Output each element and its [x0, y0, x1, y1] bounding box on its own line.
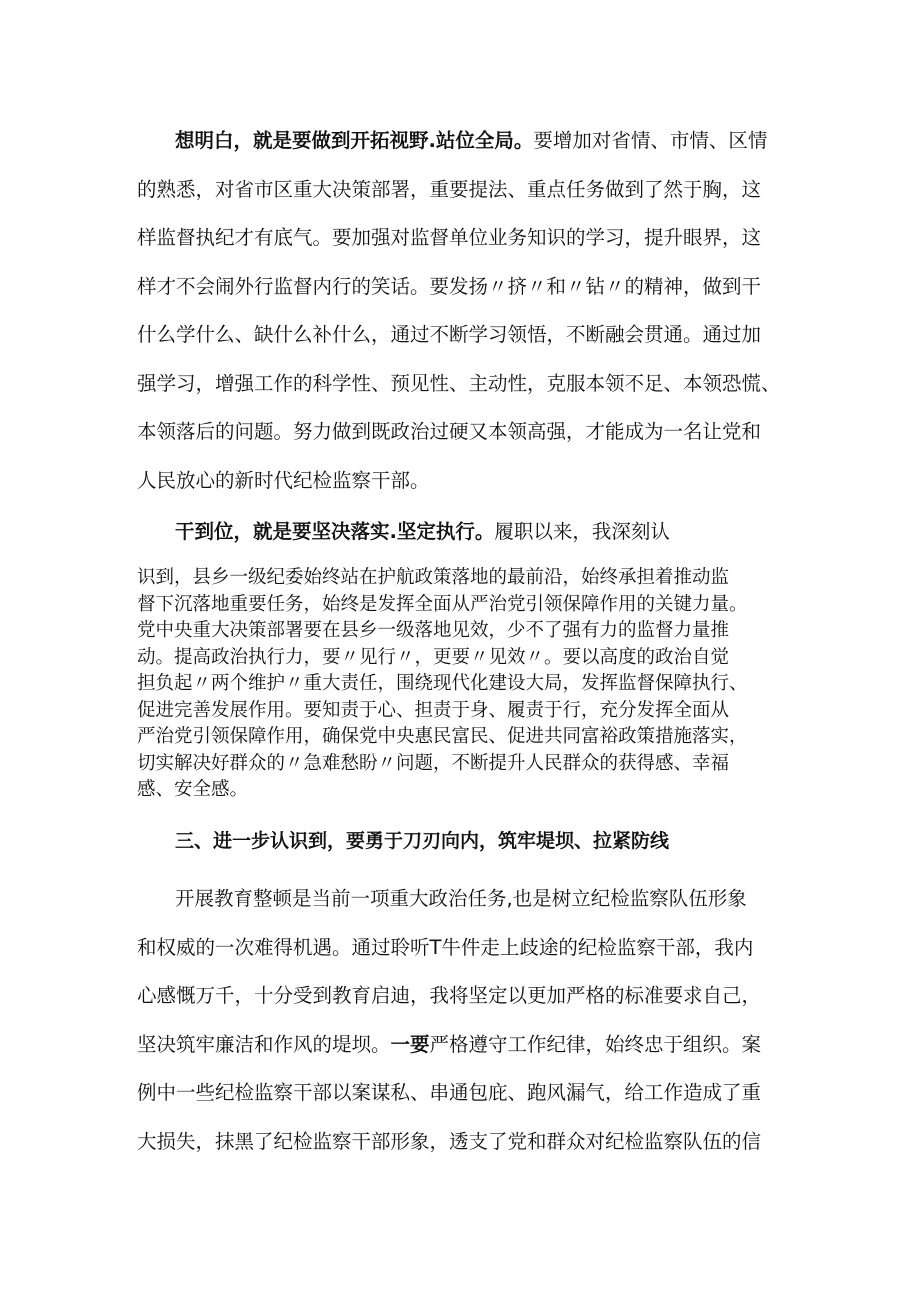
section-heading [137, 826, 805, 856]
paragraph-line: 党中央重大决策部署要在县乡一级落地见效，少不了强有力的监督力量推 [137, 620, 730, 641]
line-text: 要增加对省情、市情、区情 [533, 129, 768, 152]
paragraph-line: 感、安全感。 [137, 779, 249, 800]
paragraph-line: 人民放心的新时代纪检监察干部。 [137, 468, 430, 492]
paragraph-line: 本领落后的问题。努力做到既政治过硬又本领高强，才能成为一名让党和 [137, 420, 762, 443]
paragraph-line: 严治党引领保障作用，确保党中央惠民富民、促进共同富裕政策措施落实， [137, 726, 748, 747]
paragraph-line: 强学习，增强工作的科学性、预见性、主动性，克服本领不足、本领恐慌、 [137, 371, 781, 395]
paragraph-line: 样监督执纪才有底气。要加强对监督单位业务知识的学习，提升眼界，这 [137, 226, 762, 249]
paragraph-line: 的熟悉，对省市区重大决策部署，重要提法、重点任务做到了然于胸，这 [137, 177, 762, 201]
paragraph-line [137, 1021, 805, 1070]
paragraph-line [137, 875, 805, 924]
paragraph-execute-first-line [137, 514, 805, 550]
paragraph-line: 担负起〃两个维护〃重大责任，围绕现代化建设大局，发挥监督保障执行、 [137, 673, 748, 694]
paragraph-line: 样才不会闹外行监督内行的笑话。要发扬〃挤〃和〃钻〃的精神，做到干 [137, 274, 762, 298]
paragraph-execute [137, 565, 805, 804]
paragraph-lead: 想明白，就是要做到开拓视野.站位全局。 [175, 129, 534, 152]
paragraph-line [137, 117, 805, 166]
paragraph-line: 什么学什么、缺什么补什么，通过不断学习领悟，不断融会贯通。通过加 [137, 323, 762, 346]
paragraph-line: 识到，县乡一级纪委始终站在护航政策落地的最前沿，始终承担着推动监 [137, 567, 730, 588]
paragraph-line [137, 514, 805, 550]
paragraph-line: 督下沉落地重要任务，始终是发挥全面从严治党引领保障作用的关键力量。 [137, 593, 748, 615]
paragraph-education [137, 875, 805, 1166]
line-text: 履职以来，我深刻认 [494, 520, 670, 543]
paragraph-lead: 干到位，就是要坚决落实.坚定执行。 [175, 520, 495, 543]
bold-phrase: 一要 [390, 1032, 430, 1056]
paragraph-line: 促进完善发展作用。要知责于心、担责于身、履责于行，充分发挥全面从 [137, 699, 730, 721]
line-text: 开展教育整顿是当前一项重大政治任务,也是树立纪检监察队伍形象 [175, 887, 747, 910]
paragraph-line: 例中一些纪检监察干部以案谋私、串通包庇、跑风漏气，给工作造成了重 [137, 1081, 762, 1104]
paragraph-line: 动。提高政治执行力，要〃见行〃，更要〃见效〃。要以高度的政治自觉 [137, 646, 730, 668]
paragraph-line: 和权威的一次难得机遇。通过聆听T牛件走上歧途的纪检监察干部，我内 [137, 935, 754, 959]
line-text: 坚决筑牢廉洁和作风的堤坝。 [137, 1032, 391, 1056]
paragraph-understand [137, 117, 805, 505]
section-heading-text: 三、进一步认识到，要勇于刀刃向内，筑牢堤坝、拉紧防线 [175, 830, 670, 852]
paragraph-line: 切实解决好群众的〃急难愁盼〃问题，不断提升人民群众的获得感、幸福 [137, 752, 730, 774]
paragraph-line: 心感慨万千，十分受到教育启迪，我将坚定以更加严格的标准要求自己， [137, 984, 762, 1007]
line-text: 严格遵守工作纪律，始终忠于组织。案 [429, 1032, 762, 1056]
paragraph-line: 大损失，抹黑了纪检监察干部形象，透支了党和群众对纪检监察队伍的信 [137, 1129, 762, 1153]
